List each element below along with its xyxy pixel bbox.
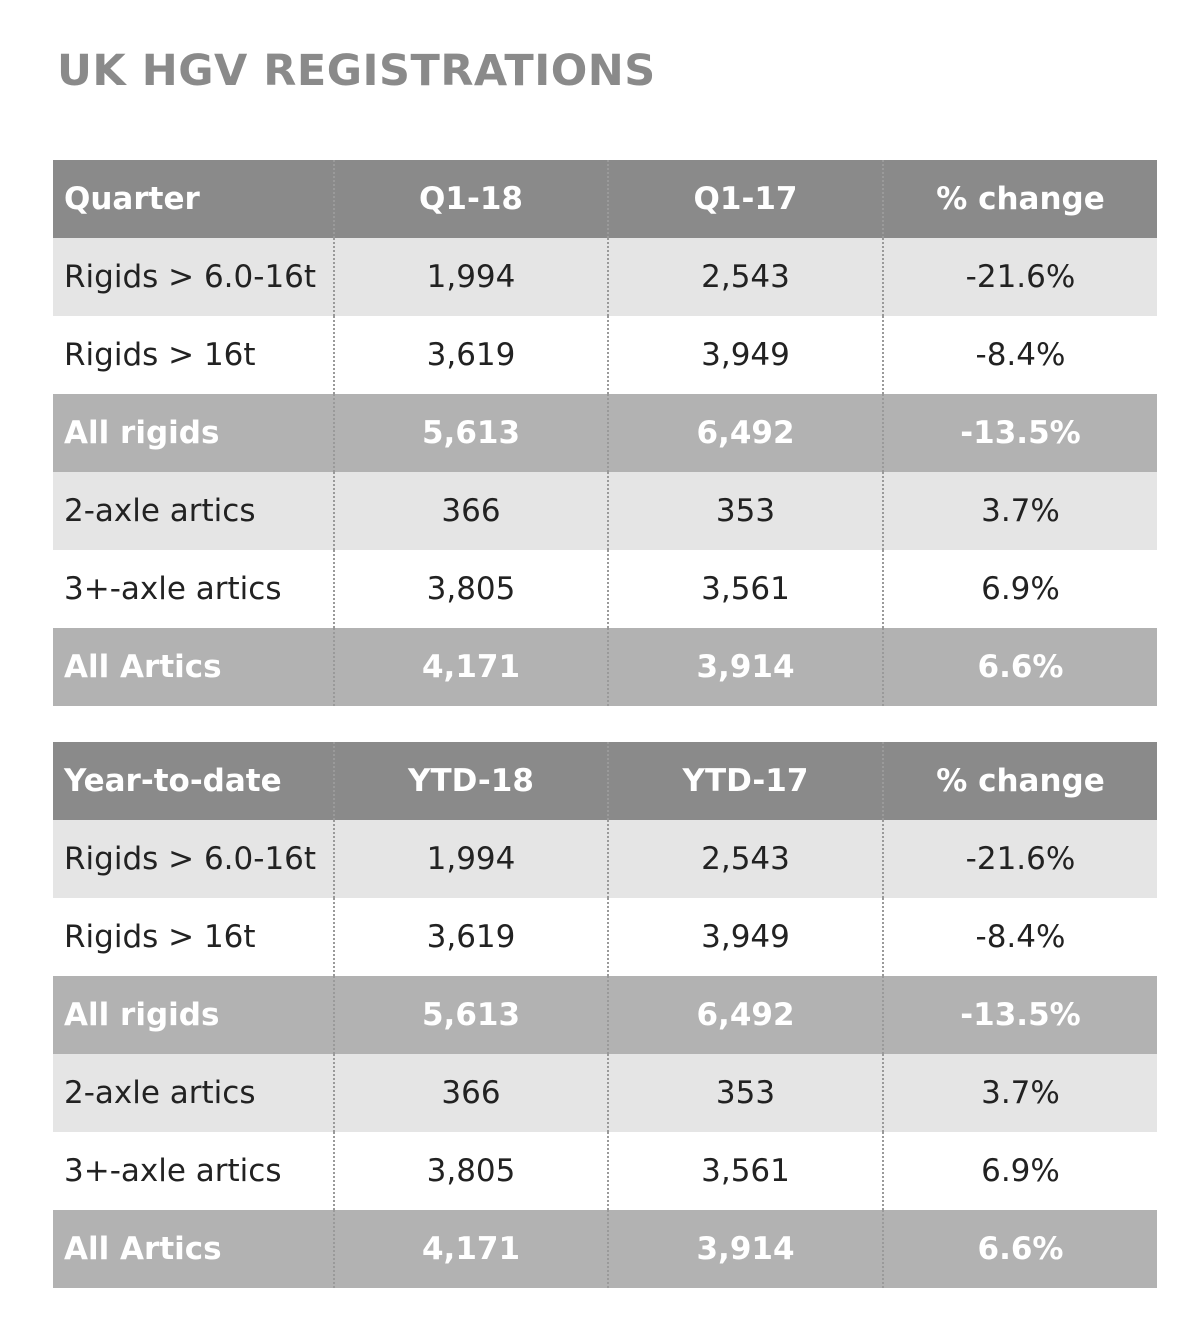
- column-header-previous: YTD-17: [608, 742, 883, 820]
- current-value: 4,171: [334, 628, 608, 706]
- previous-value: 353: [608, 1054, 883, 1132]
- column-header-label: Year-to-date: [53, 742, 334, 820]
- row-label: All Artics: [53, 628, 334, 706]
- column-header-previous: Q1-17: [608, 160, 883, 238]
- percent-change: 6.9%: [883, 550, 1157, 628]
- row-label: 3+-axle artics: [53, 1132, 334, 1210]
- percent-change: -21.6%: [883, 820, 1157, 898]
- percent-change: -8.4%: [883, 316, 1157, 394]
- percent-change: -13.5%: [883, 394, 1157, 472]
- table-row: [53, 898, 1157, 976]
- table-header-row: [53, 160, 1157, 238]
- row-label: 2-axle artics: [53, 1054, 334, 1132]
- row-label: 3+-axle artics: [53, 550, 334, 628]
- previous-value: 3,914: [608, 1210, 883, 1288]
- row-label: 2-axle artics: [53, 472, 334, 550]
- current-value: 3,805: [334, 1132, 608, 1210]
- quarter-table: [53, 160, 1157, 706]
- row-label: Rigids > 16t: [53, 898, 334, 976]
- previous-value: 3,949: [608, 316, 883, 394]
- current-value: 3,805: [334, 550, 608, 628]
- previous-value: 3,561: [608, 1132, 883, 1210]
- percent-change: 3.7%: [883, 1054, 1157, 1132]
- row-label: All rigids: [53, 394, 334, 472]
- column-header-label: Quarter: [53, 160, 334, 238]
- table-row: [53, 1054, 1157, 1132]
- table-header-row: [53, 742, 1157, 820]
- current-value: 3,619: [334, 898, 608, 976]
- current-value: 4,171: [334, 1210, 608, 1288]
- previous-value: 6,492: [608, 976, 883, 1054]
- page-title: UK HGV REGISTRATIONS: [57, 46, 656, 96]
- table-row: [53, 472, 1157, 550]
- current-value: 5,613: [334, 976, 608, 1054]
- previous-value: 353: [608, 472, 883, 550]
- column-header-change: % change: [883, 160, 1157, 238]
- current-value: 366: [334, 472, 608, 550]
- previous-value: 3,914: [608, 628, 883, 706]
- subtotal-row: [53, 1210, 1157, 1288]
- table-row: [53, 316, 1157, 394]
- column-header-current: Q1-18: [334, 160, 608, 238]
- current-value: 1,994: [334, 820, 608, 898]
- subtotal-row: [53, 628, 1157, 706]
- row-label: All Artics: [53, 1210, 334, 1288]
- previous-value: 2,543: [608, 238, 883, 316]
- subtotal-row: [53, 394, 1157, 472]
- row-label: Rigids > 6.0-16t: [53, 238, 334, 316]
- table-row: [53, 238, 1157, 316]
- previous-value: 3,561: [608, 550, 883, 628]
- percent-change: 6.6%: [883, 628, 1157, 706]
- subtotal-row: [53, 976, 1157, 1054]
- previous-value: 6,492: [608, 394, 883, 472]
- current-value: 1,994: [334, 238, 608, 316]
- table-row: [53, 820, 1157, 898]
- current-value: 3,619: [334, 316, 608, 394]
- previous-value: 3,949: [608, 898, 883, 976]
- column-header-current: YTD-18: [334, 742, 608, 820]
- percent-change: -13.5%: [883, 976, 1157, 1054]
- table-row: [53, 1132, 1157, 1210]
- previous-value: 2,543: [608, 820, 883, 898]
- percent-change: -8.4%: [883, 898, 1157, 976]
- percent-change: 6.6%: [883, 1210, 1157, 1288]
- current-value: 366: [334, 1054, 608, 1132]
- year-to-date-table: [53, 742, 1157, 1288]
- percent-change: 6.9%: [883, 1132, 1157, 1210]
- row-label: Rigids > 6.0-16t: [53, 820, 334, 898]
- percent-change: 3.7%: [883, 472, 1157, 550]
- row-label: All rigids: [53, 976, 334, 1054]
- current-value: 5,613: [334, 394, 608, 472]
- row-label: Rigids > 16t: [53, 316, 334, 394]
- table-row: [53, 550, 1157, 628]
- percent-change: -21.6%: [883, 238, 1157, 316]
- column-header-change: % change: [883, 742, 1157, 820]
